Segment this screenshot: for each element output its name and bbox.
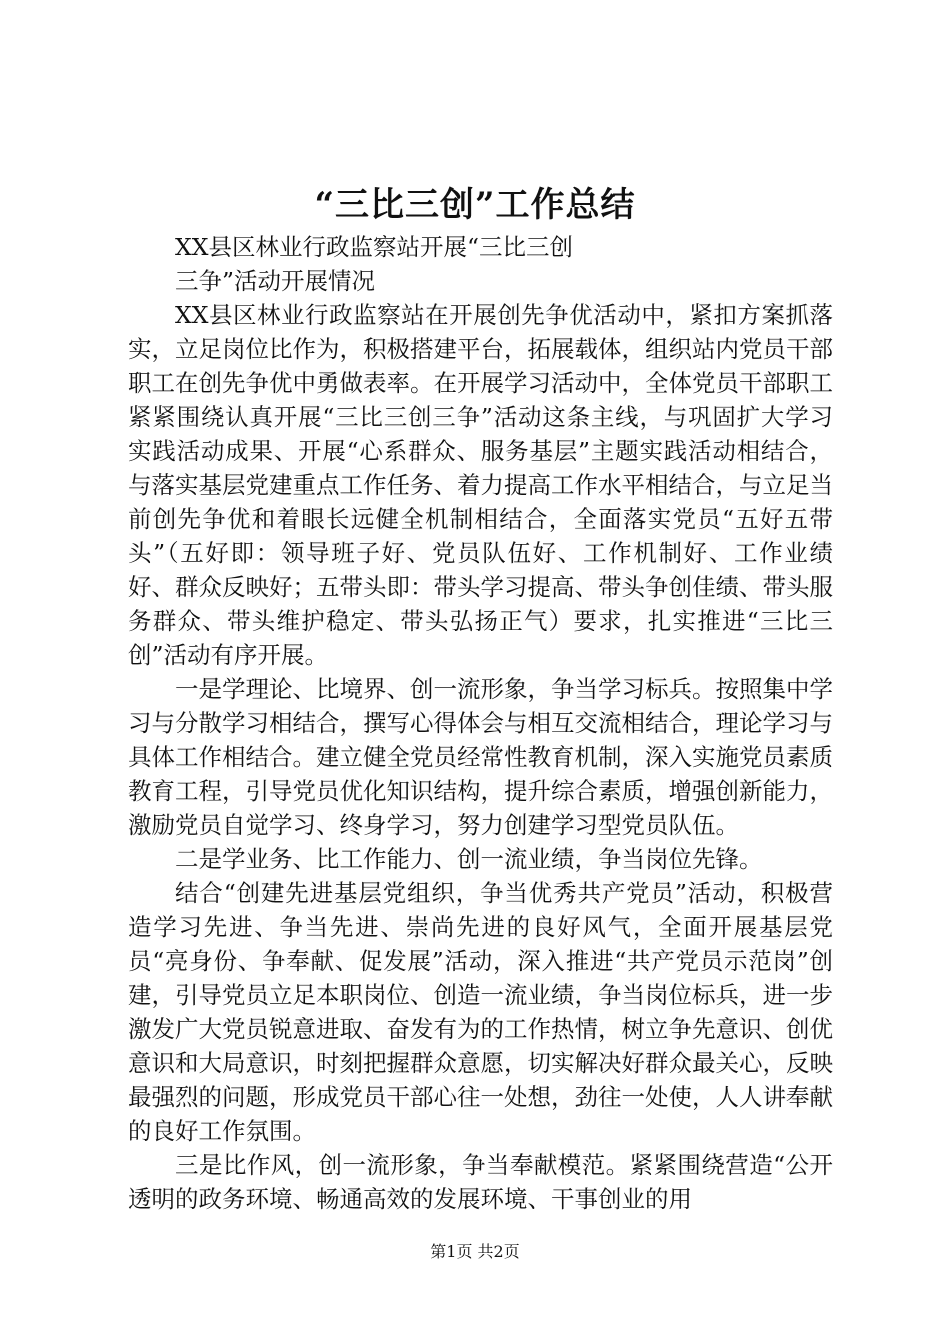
subtitle-line-2: 三争”活动开展情况 (175, 267, 376, 295)
document-body (128, 230, 833, 1216)
paragraph-intro: XX县区林业行政监察站在开展创先争优活动中，紧扣方案抓落实，立足岗位比作为，积极搭建平台，拓展载体，组织站内党员干部职工在创先争优中勇做表率。在开展学习活动中，全体党员干部职工紧紧围绕认真开展“三比三创三争”活动这条主线，与巩固扩大学习实践活动成果、开展“心系群众、服务基层”主题实践活动相结合，与落实基层党建重点工作任务、着力提高工作水平相结合，与立足当前创先争优和着眼长远健全机制相结合，全面落实党员“五好五带头”（五好即：领导班子好、党员队伍好、工作机制好、工作业绩好、群众反映好；五带头即：带头学习提高、带头争创佳绩、带头服务群众、带头维护稳定、带头弘扬正气）要求，扎实推进“三比三创”活动有序开展。 (128, 301, 833, 669)
page-number-footer: 第1页 共2页 (430, 1242, 520, 1261)
subtitle-line-1: XX县区林业行政监察站开展“三比三创 (175, 233, 573, 261)
paragraph-point-one: 一是学理论、比境界、创一流形象，争当学习标兵。按照集中学习与分散学习相结合，撰写心得体会与相互交流相结合，理论学习与具体工作相结合。建立健全党员经常性教育机制，深入实施党员素质教育工程，引导党员优化知识结构，提升综合素质，增强创新能力，激励党员自觉学习、终身学习，努力创建学习型党员队伍。 (128, 675, 833, 839)
paragraph-point-two: 二是学业务、比工作能力、创一流业绩，争当岗位先锋。 (175, 845, 763, 873)
document-title: “三比三创”工作总结 (314, 185, 636, 225)
paragraph-point-three: 三是比作风，创一流形象，争当奉献模范。紧紧围绕营造“公开透明的政务环境、畅通高效的发展环境、干事创业的用 (128, 1151, 833, 1213)
paragraph-point-two-detail: 结合“创建先进基层党组织，争当优秀共产党员”活动，积极营造学习先进、争当先进、崇尚先进的良好风气，全面开展基层党员“亮身份、争奉献、促发展”活动，深入推进“共产党员示范岗”创建，引导党员立足本职岗位、创造一流业绩，争当岗位标兵，进一步激发广大党员锐意进取、奋发有为的工作热情，树立争先意识、创优意识和大局意识，时刻把握群众意愿，切实解决好群众最关心，反映最强烈的问题，形成党员干部心往一处想，劲往一处使，人人讲奉献的良好工作氛围。 (128, 879, 833, 1145)
